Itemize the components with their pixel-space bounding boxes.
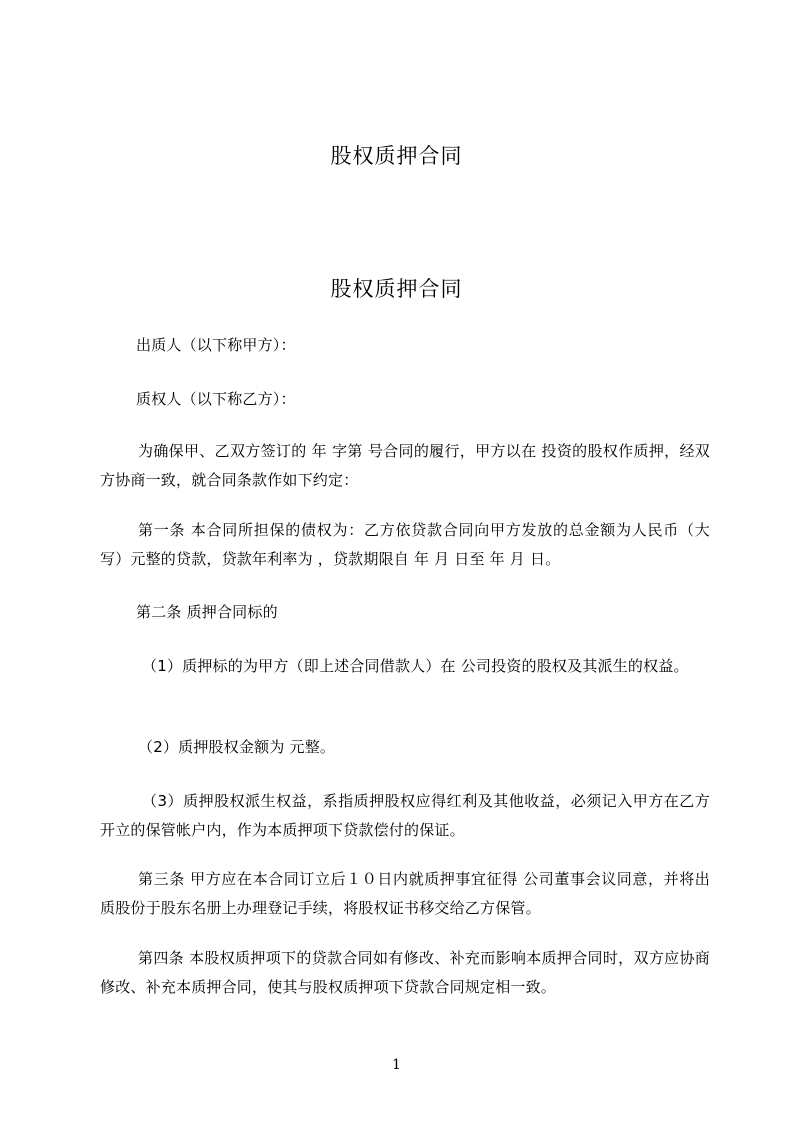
page-number: 1 xyxy=(392,1057,401,1073)
paragraph-article-2-item-1: （1）质押标的为甲方（即上述合同借款人）在 公司投资的股权及其派生的权益。 xyxy=(142,657,689,675)
paragraph-article-1: 第一条 本合同所担保的债权为：乙方依贷款合同向甲方发放的总金额为人民币（大写）元整的贷款，贷款年利率为 ，贷款期限自 年 月 日至 年 月 日。 xyxy=(100,521,710,568)
main-title: 股权质押合同 xyxy=(330,277,463,301)
paragraph-article-3: 第三条 甲方应在本合同订立后１０日内就质押事宜征得 公司董事会议同意，并将出质股份于股东名册上办理登记手续，将股权证书移交给乙方保管。 xyxy=(100,870,710,917)
paragraph-article-2: 第二条 质押合同标的 xyxy=(136,603,278,621)
paragraph-preamble: 为确保甲、乙双方签订的 年 字第 号合同的履行，甲方以在 投资的股权作质押，经双方协商一致，就合同条款作如下约定： xyxy=(100,442,710,489)
paragraph-article-4: 第四条 本股权质押项下的贷款合同如有修改、补充而影响本质押合同时，双方应协商修改、补充本质押合同，使其与股权质押项下贷款合同规定相一致。 xyxy=(100,949,710,996)
paragraph-pledgor: 出质人（以下称甲方）： xyxy=(136,336,296,354)
paragraph-article-2-item-3: （3）质押股权派生权益，系指质押股权应得红利及其他收益，必须记入甲方在乙方开立的保管帐户内，作为本质押项下贷款偿付的保证。 xyxy=(100,792,710,839)
paragraph-pledgee: 质权人（以下称乙方）： xyxy=(136,390,296,408)
header-title: 股权质押合同 xyxy=(330,144,463,168)
paragraph-article-2-item-2: （2）质押股权金额为 元整。 xyxy=(138,738,336,756)
